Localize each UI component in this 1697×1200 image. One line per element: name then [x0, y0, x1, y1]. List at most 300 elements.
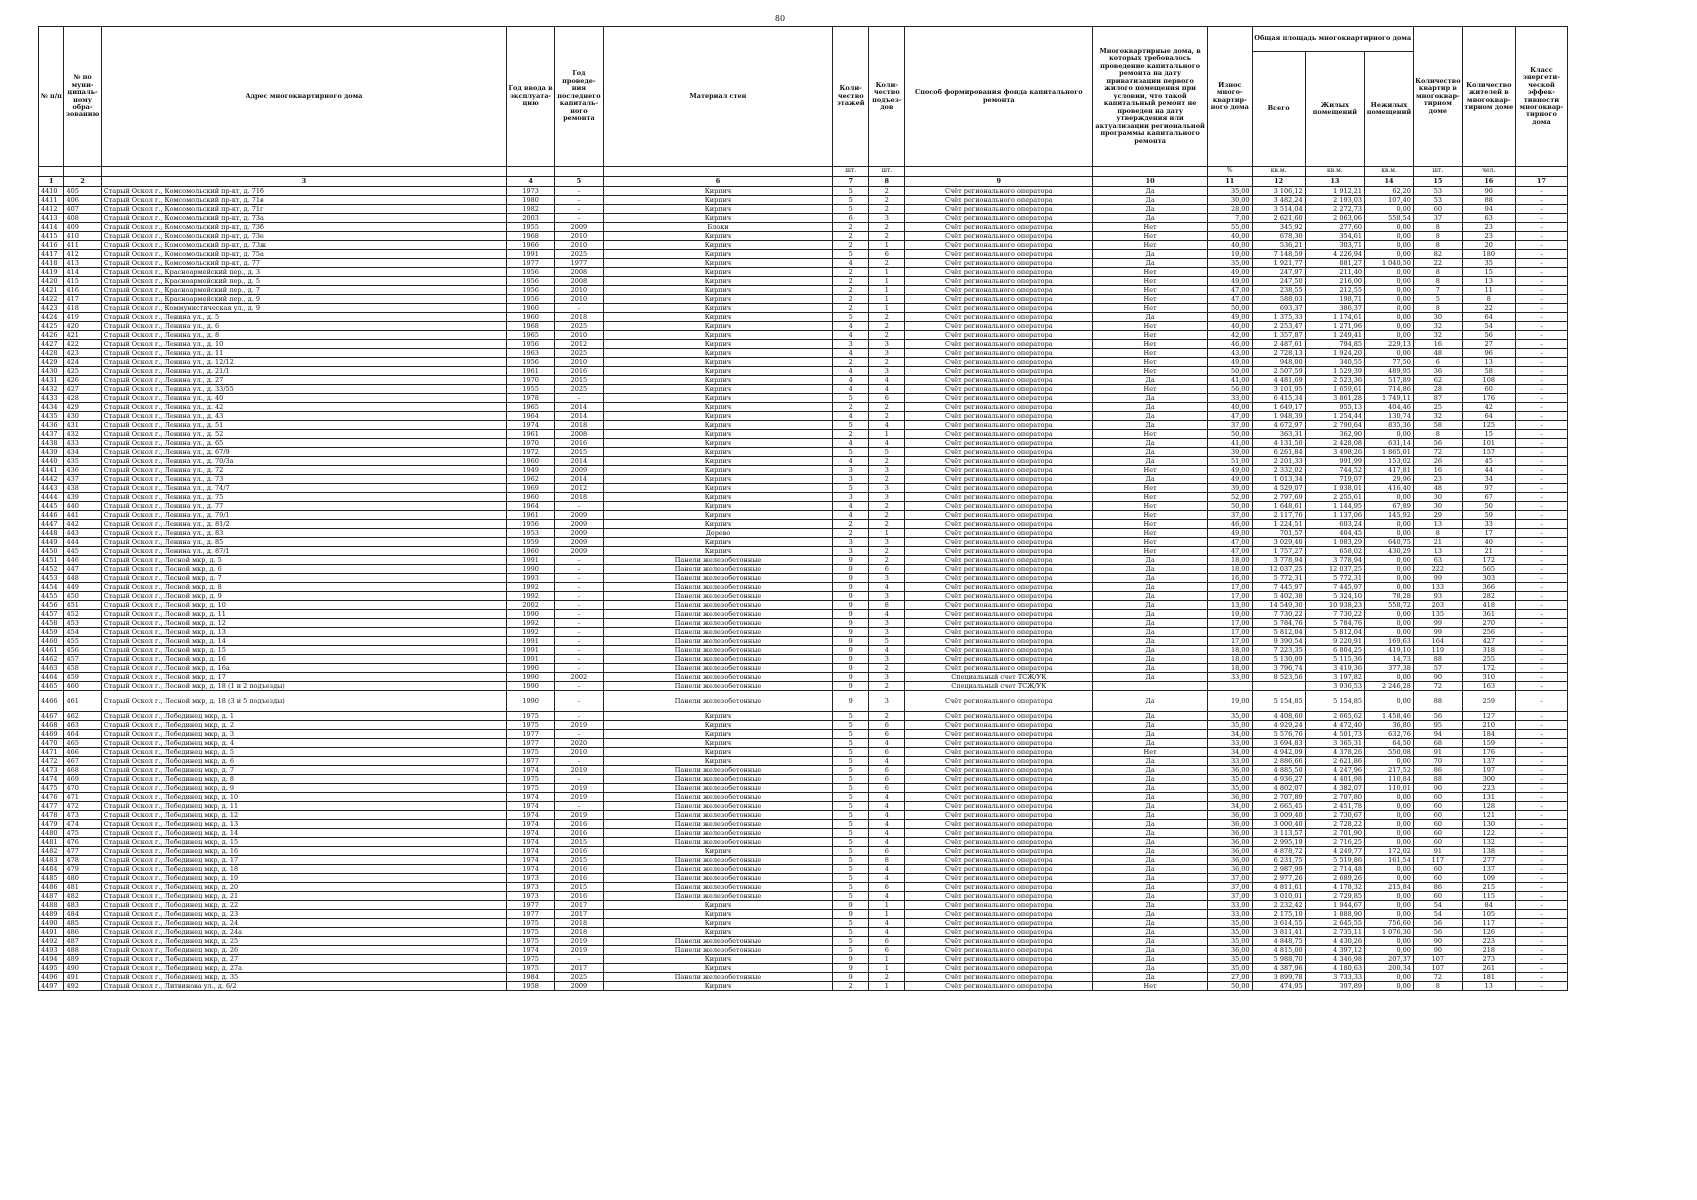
area-total: 3 106,12 [1252, 187, 1305, 196]
privatization-repair: Да [1093, 583, 1208, 592]
mun-number: 460 [64, 682, 101, 691]
privatization-repair: Да [1093, 901, 1208, 910]
resident-count: 218 [1462, 946, 1515, 955]
commission-year: 1961 [507, 511, 555, 520]
mun-number: 488 [64, 946, 101, 955]
area-living: 362,90 [1305, 430, 1364, 439]
floor-count: 9 [833, 910, 869, 919]
address: Старый Оскол г., Красноармейский пер., д. 5 [101, 277, 507, 286]
area-nonliving: 0,00 [1365, 493, 1414, 502]
repair-year: 2009 [554, 538, 603, 547]
commission-year: 1990 [507, 664, 555, 673]
fund-method: Счёт регионального оператора [905, 655, 1093, 664]
unit-cell [1093, 167, 1208, 177]
row-number: 4443 [39, 484, 64, 493]
mun-number: 467 [64, 757, 101, 766]
repair-year: 2015 [554, 883, 603, 892]
table-row [39, 340, 1568, 349]
area-total: 1 921,77 [1252, 259, 1305, 268]
area-total: 5 402,38 [1252, 592, 1305, 601]
area-total: 6 415,34 [1252, 394, 1305, 403]
area-living: 4 397,12 [1305, 946, 1364, 955]
privatization-repair: Нет [1093, 268, 1208, 277]
area-living: 1 938,01 [1305, 484, 1364, 493]
area-living: 658,02 [1305, 547, 1364, 556]
area-living: 2 451,78 [1305, 802, 1364, 811]
address: Старый Оскол г., Лесной мкр, д. 10 [101, 601, 507, 610]
area-living: 3 419,36 [1305, 664, 1364, 673]
row-number: 4452 [39, 565, 64, 574]
resident-count: 126 [1462, 928, 1515, 937]
privatization-repair: Да [1093, 811, 1208, 820]
entrance-count: 4 [869, 820, 905, 829]
flat-count: 107 [1413, 955, 1462, 964]
energy-class: - [1515, 712, 1567, 721]
fund-method: Счёт регионального оператора [905, 775, 1093, 784]
commission-year: 1992 [507, 592, 555, 601]
resident-count: 109 [1462, 874, 1515, 883]
area-living: 5 784,76 [1305, 619, 1364, 628]
repair-year: - [554, 775, 603, 784]
row-number: 4441 [39, 466, 64, 475]
area-nonliving: 0,00 [1365, 583, 1414, 592]
commission-year: 1974 [507, 847, 555, 856]
row-number: 4435 [39, 412, 64, 421]
flat-count: 60 [1413, 205, 1462, 214]
repair-year: 2002 [554, 673, 603, 682]
entrance-count: 2 [869, 502, 905, 511]
row-number: 4413 [39, 214, 64, 223]
fund-method: Счёт регионального оператора [905, 475, 1093, 484]
floor-count: 5 [833, 829, 869, 838]
commission-year: 1977 [507, 259, 555, 268]
table-row [39, 919, 1568, 928]
repair-year: 2010 [554, 358, 603, 367]
area-nonliving: 0,00 [1365, 349, 1414, 358]
fund-method: Счёт регионального оператора [905, 538, 1093, 547]
address: Старый Оскол г., Лесной мкр, д. 16 [101, 655, 507, 664]
header-year: Год ввода в эксплуата-цию [507, 27, 555, 167]
area-total: 3 899,78 [1252, 973, 1305, 982]
address: Старый Оскол г., Ленина ул., д. 8 [101, 331, 507, 340]
area-living: 3 197,82 [1305, 673, 1364, 682]
fund-method: Счёт регионального оператора [905, 493, 1093, 502]
repair-year: - [554, 712, 603, 721]
entrance-count: 3 [869, 592, 905, 601]
commission-year: 1963 [507, 349, 555, 358]
flat-count: 26 [1413, 457, 1462, 466]
wall-material: Кирпич [603, 457, 832, 466]
floor-count: 9 [833, 673, 869, 682]
wall-material: Кирпич [603, 547, 832, 556]
row-number: 4467 [39, 712, 64, 721]
area-total: 2 332,02 [1252, 466, 1305, 475]
flat-count: 54 [1413, 901, 1462, 910]
entrance-count: 2 [869, 313, 905, 322]
area-total: 3 482,24 [1252, 196, 1305, 205]
area-living: 1 924,20 [1305, 349, 1364, 358]
area-total: 3 113,57 [1252, 829, 1305, 838]
flat-count: 53 [1413, 196, 1462, 205]
area-living: 4 382,07 [1305, 784, 1364, 793]
area-nonliving: 0,00 [1365, 673, 1414, 682]
energy-class: - [1515, 493, 1567, 502]
repair-year: 2010 [554, 331, 603, 340]
resident-count: 223 [1462, 784, 1515, 793]
row-number: 4445 [39, 502, 64, 511]
address: Старый Оскол г., Ленина ул., д. 11 [101, 349, 507, 358]
entrance-count: 2 [869, 205, 905, 214]
row-number: 4451 [39, 556, 64, 565]
fund-method: Счёт регионального оператора [905, 520, 1093, 529]
table-row [39, 223, 1568, 232]
area-total: 4 529,07 [1252, 484, 1305, 493]
floor-count: 5 [833, 250, 869, 259]
flat-count: 57 [1413, 664, 1462, 673]
floor-count: 5 [833, 865, 869, 874]
wear-percent: 17,00 [1207, 637, 1252, 646]
area-total [1252, 682, 1305, 691]
table-row [39, 757, 1568, 766]
commission-year: 1974 [507, 946, 555, 955]
entrance-count: 6 [869, 565, 905, 574]
area-living: 2 730,67 [1305, 811, 1364, 820]
wall-material: Кирпич [603, 268, 832, 277]
row-number: 4424 [39, 313, 64, 322]
address: Старый Оскол г., Лебединец мкр, д. 1 [101, 712, 507, 721]
address: Старый Оскол г., Лесной мкр, д. 14 [101, 637, 507, 646]
resident-count: 42 [1462, 403, 1515, 412]
commission-year: 1977 [507, 910, 555, 919]
address: Старый Оскол г., Лебединец мкр, д. 23 [101, 910, 507, 919]
area-living: 2 728,22 [1305, 820, 1364, 829]
entrance-count: 6 [869, 775, 905, 784]
area-living: 1 249,41 [1305, 331, 1364, 340]
fund-method: Счёт регионального оператора [905, 901, 1093, 910]
floor-count: 5 [833, 766, 869, 775]
flat-count: 63 [1413, 556, 1462, 565]
fund-method: Счёт регионального оператора [905, 664, 1093, 673]
table-row [39, 829, 1568, 838]
entrance-count: 1 [869, 430, 905, 439]
row-number: 4492 [39, 937, 64, 946]
address: Старый Оскол г., Ленина ул., д. 83 [101, 529, 507, 538]
column-number: 13 [1305, 177, 1364, 187]
table-row [39, 349, 1568, 358]
energy-class: - [1515, 766, 1567, 775]
repair-year: - [554, 628, 603, 637]
area-total: 3 614,55 [1252, 919, 1305, 928]
entrance-count: 2 [869, 223, 905, 232]
floor-count: 9 [833, 565, 869, 574]
entrance-count: 4 [869, 865, 905, 874]
area-living: 881,27 [1305, 259, 1364, 268]
energy-class: - [1515, 655, 1567, 664]
privatization-repair: Да [1093, 610, 1208, 619]
row-number: 4493 [39, 946, 64, 955]
resident-count: 366 [1462, 583, 1515, 592]
repair-year: - [554, 583, 603, 592]
row-number: 4480 [39, 829, 64, 838]
commission-year: 1991 [507, 250, 555, 259]
wear-percent: 46,00 [1207, 340, 1252, 349]
table-row [39, 295, 1568, 304]
energy-class: - [1515, 937, 1567, 946]
entrance-count: 6 [869, 730, 905, 739]
table-row [39, 601, 1568, 610]
entrance-count: 3 [869, 493, 905, 502]
table-row [39, 973, 1568, 982]
row-number: 4481 [39, 838, 64, 847]
table-row [39, 565, 1568, 574]
table-row [39, 775, 1568, 784]
address: Старый Оскол г., Лебединец мкр, д. 24а [101, 928, 507, 937]
fund-method: Счёт регионального оператора [905, 340, 1093, 349]
header-floors: Коли-чество этажей [833, 27, 869, 167]
energy-class: - [1515, 964, 1567, 973]
address: Старый Оскол г., Ленина ул., д. 79/1 [101, 511, 507, 520]
repair-year: - [554, 610, 603, 619]
fund-method: Счёт регионального оператора [905, 874, 1093, 883]
column-number: 9 [905, 177, 1093, 187]
area-total: 3 778,94 [1252, 556, 1305, 565]
floor-count: 5 [833, 205, 869, 214]
privatization-repair: Нет [1093, 982, 1208, 991]
privatization-repair: Да [1093, 259, 1208, 268]
fund-method: Счёт регионального оператора [905, 721, 1093, 730]
flat-count: 90 [1413, 937, 1462, 946]
unit-people: чел. [1462, 167, 1515, 177]
wall-material: Кирпич [603, 340, 832, 349]
address: Старый Оскол г., Лесной мкр, д. 18 (1 и 2 подъезды) [101, 682, 507, 691]
mun-number: 462 [64, 712, 101, 721]
wall-material: Кирпич [603, 964, 832, 973]
resident-count: 21 [1462, 547, 1515, 556]
area-total: 536,21 [1252, 241, 1305, 250]
area-nonliving: 153,02 [1365, 457, 1414, 466]
address: Старый Оскол г., Лебединец мкр, д. 15 [101, 838, 507, 847]
commission-year: 1975 [507, 937, 555, 946]
table-row [39, 721, 1568, 730]
flat-count: 95 [1413, 721, 1462, 730]
floor-count: 5 [833, 757, 869, 766]
row-number: 4460 [39, 637, 64, 646]
area-living: 3 365,31 [1305, 739, 1364, 748]
wall-material: Кирпич [603, 982, 832, 991]
address: Старый Оскол г., Красноармейский пер., д. 3 [101, 268, 507, 277]
privatization-repair: Да [1093, 793, 1208, 802]
privatization-repair: Да [1093, 730, 1208, 739]
floor-count: 3 [833, 493, 869, 502]
table-row [39, 619, 1568, 628]
floor-count: 5 [833, 802, 869, 811]
energy-class: - [1515, 556, 1567, 565]
resident-count: 259 [1462, 691, 1515, 712]
area-total: 7 148,59 [1252, 250, 1305, 259]
column-number: 5 [554, 177, 603, 187]
flat-count: 32 [1413, 322, 1462, 331]
flat-count: 86 [1413, 766, 1462, 775]
wear-percent: 43,00 [1207, 349, 1252, 358]
area-total: 3 101,95 [1252, 385, 1305, 394]
entrance-count: 2 [869, 331, 905, 340]
area-nonliving: 0,00 [1365, 286, 1414, 295]
privatization-repair: Да [1093, 847, 1208, 856]
repair-year: - [554, 205, 603, 214]
area-living: 719,07 [1305, 475, 1364, 484]
resident-count: 163 [1462, 682, 1515, 691]
resident-count: 137 [1462, 757, 1515, 766]
repair-year: - [554, 592, 603, 601]
table-body [39, 187, 1568, 991]
mun-number: 461 [64, 691, 101, 712]
wall-material: Панели железобетонные [603, 865, 832, 874]
area-living: 7 445,97 [1305, 583, 1364, 592]
flat-count: 58 [1413, 421, 1462, 430]
unit-cell [101, 167, 507, 177]
repair-year: 2014 [554, 412, 603, 421]
floor-count: 5 [833, 883, 869, 892]
entrance-count: 2 [869, 403, 905, 412]
commission-year: 1984 [507, 973, 555, 982]
repair-year: 2018 [554, 493, 603, 502]
wall-material: Панели железобетонные [603, 874, 832, 883]
table-row [39, 430, 1568, 439]
flat-count: 32 [1413, 412, 1462, 421]
area-nonliving: 0,00 [1365, 892, 1414, 901]
area-living: 1 659,61 [1305, 385, 1364, 394]
table-row [39, 901, 1568, 910]
wear-percent: 35,00 [1207, 964, 1252, 973]
privatization-repair: Нет [1093, 340, 1208, 349]
area-nonliving: 0,00 [1365, 322, 1414, 331]
row-number: 4436 [39, 421, 64, 430]
wear-percent: 35,00 [1207, 955, 1252, 964]
privatization-repair: Да [1093, 757, 1208, 766]
wall-material: Панели железобетонные [603, 592, 832, 601]
flat-count: 117 [1413, 856, 1462, 865]
flat-count: 60 [1413, 793, 1462, 802]
wear-percent: 37,00 [1207, 892, 1252, 901]
energy-class: - [1515, 241, 1567, 250]
privatization-repair: Да [1093, 250, 1208, 259]
area-nonliving: 1 749,11 [1365, 394, 1414, 403]
privatization-repair: Да [1093, 883, 1208, 892]
fund-method: Счёт регионального оператора [905, 439, 1093, 448]
area-total: 363,31 [1252, 430, 1305, 439]
resident-count: 15 [1462, 268, 1515, 277]
area-nonliving: 0,00 [1365, 619, 1414, 628]
floor-count: 2 [833, 268, 869, 277]
mun-number: 430 [64, 412, 101, 421]
area-living: 2 428,08 [1305, 439, 1364, 448]
energy-class: - [1515, 748, 1567, 757]
floor-count: 5 [833, 484, 869, 493]
area-total: 4 878,72 [1252, 847, 1305, 856]
mun-number: 433 [64, 439, 101, 448]
entrance-count: 1 [869, 277, 905, 286]
energy-class: - [1515, 403, 1567, 412]
floor-count: 5 [833, 820, 869, 829]
address: Старый Оскол г., Комсомольский пр-кт, д. 77 [101, 259, 507, 268]
resident-count: 23 [1462, 232, 1515, 241]
table-row [39, 766, 1568, 775]
flat-count: 72 [1413, 973, 1462, 982]
flat-count: 91 [1413, 847, 1462, 856]
wall-material: Панели железобетонные [603, 820, 832, 829]
row-number: 4458 [39, 619, 64, 628]
floor-count: 9 [833, 682, 869, 691]
mun-number: 409 [64, 223, 101, 232]
mun-number: 445 [64, 547, 101, 556]
resident-count: 84 [1462, 901, 1515, 910]
column-number: 15 [1413, 177, 1462, 187]
floor-count: 5 [833, 313, 869, 322]
repair-year: 2015 [554, 448, 603, 457]
resident-count: 137 [1462, 865, 1515, 874]
row-number: 4495 [39, 964, 64, 973]
area-living: 1 137,06 [1305, 511, 1364, 520]
floor-count: 6 [833, 214, 869, 223]
mun-number: 423 [64, 349, 101, 358]
energy-class: - [1515, 775, 1567, 784]
commission-year: 1977 [507, 739, 555, 748]
area-living: 744,52 [1305, 466, 1364, 475]
row-number: 4429 [39, 358, 64, 367]
wall-material: Кирпич [603, 295, 832, 304]
header-energy-class: Класс энергети-ческой эффек-тивности многоквар-тирного дома [1515, 27, 1567, 167]
wall-material: Кирпич [603, 187, 832, 196]
table-row [39, 259, 1568, 268]
resident-count: 50 [1462, 502, 1515, 511]
row-number: 4433 [39, 394, 64, 403]
resident-count: 138 [1462, 847, 1515, 856]
address: Старый Оскол г., Ленина ул., д. 67/9 [101, 448, 507, 457]
area-living: 216,00 [1305, 277, 1364, 286]
header-area: Общая площадь многоквартирного дома [1252, 27, 1413, 52]
area-total: 3 029,40 [1252, 538, 1305, 547]
fund-method: Счёт регионального оператора [905, 628, 1093, 637]
flat-count: 72 [1413, 682, 1462, 691]
area-total: 2 728,13 [1252, 349, 1305, 358]
fund-method: Счёт регионального оператора [905, 313, 1093, 322]
resident-count: 427 [1462, 637, 1515, 646]
mun-number: 463 [64, 721, 101, 730]
repair-year: 2012 [554, 340, 603, 349]
flat-count: 36 [1413, 367, 1462, 376]
flat-count: 60 [1413, 892, 1462, 901]
row-number: 4448 [39, 529, 64, 538]
resident-count: 101 [1462, 439, 1515, 448]
flat-count: 68 [1413, 739, 1462, 748]
mun-number: 428 [64, 394, 101, 403]
unit-floors: шт. [833, 167, 869, 177]
entrance-count: 4 [869, 421, 905, 430]
row-number: 4488 [39, 901, 64, 910]
flat-count: 22 [1413, 259, 1462, 268]
row-number: 4420 [39, 277, 64, 286]
privatization-repair: Да [1093, 448, 1208, 457]
header-mun: № по муни-ципаль-ному обра-зованию [64, 27, 101, 167]
energy-class: - [1515, 448, 1567, 457]
table-row [39, 529, 1568, 538]
area-nonliving: 207,37 [1365, 955, 1414, 964]
resident-count: 90 [1462, 187, 1515, 196]
resident-count: 121 [1462, 811, 1515, 820]
repair-year: 2009 [554, 511, 603, 520]
energy-class: - [1515, 820, 1567, 829]
repair-year: 2010 [554, 748, 603, 757]
